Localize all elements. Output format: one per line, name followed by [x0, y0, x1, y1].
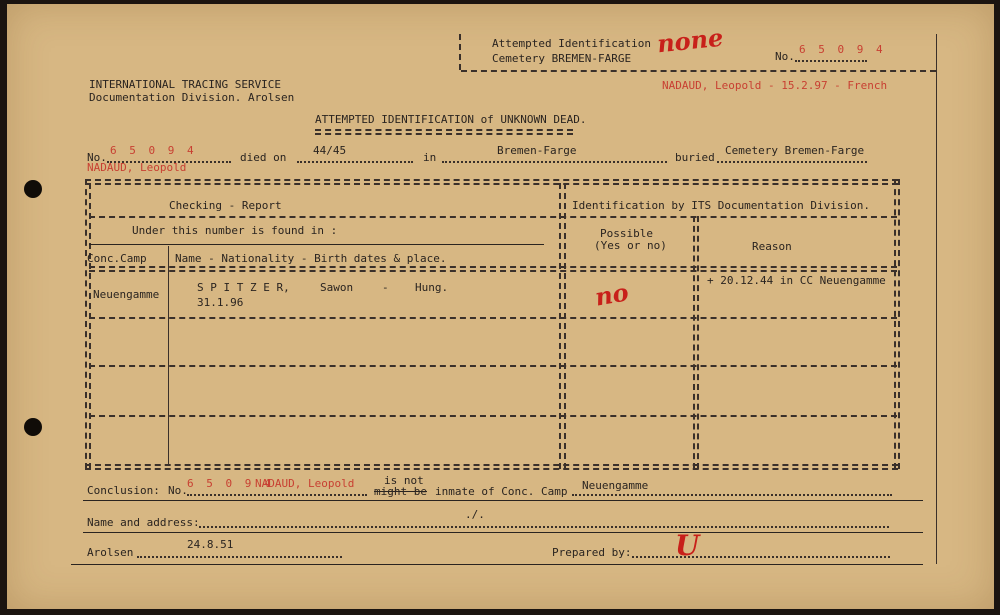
row1-surname: S P I T Z E R, — [197, 281, 290, 294]
table-right-2 — [898, 179, 900, 469]
row1-nationality: Hung. — [415, 281, 449, 294]
identification-header: Identification by ITS Documentation Division. — [572, 199, 871, 212]
record-buried-dots — [717, 161, 867, 163]
handwritten-none: none — [655, 22, 725, 59]
header-attempted-identification: Attempted Identification — [492, 37, 651, 50]
name-address-label: Name and address: — [87, 516, 200, 529]
prepared-by-signature: U — [675, 529, 700, 562]
conclusion-no-dots — [187, 494, 367, 496]
table-subheader-line — [89, 244, 544, 245]
person-line: NADAUD, Leopold - 15.2.97 - French — [662, 79, 888, 92]
prepared-by-label: Prepared by: — [552, 546, 632, 559]
org-division: Documentation Division. Arolsen — [89, 91, 295, 104]
reason-header: Reason — [752, 240, 792, 253]
possible-header: Possible — [600, 227, 653, 240]
header-no-value: 6 5 0 9 4 — [799, 43, 886, 56]
table-colhead-line-1 — [89, 266, 897, 268]
record-buried-label: buried — [675, 151, 715, 164]
index-card — [7, 4, 994, 609]
table-colhead-line-2 — [89, 270, 897, 272]
title-underline-2 — [315, 133, 573, 135]
name-address-dots — [199, 526, 889, 528]
footer-date: 24.8.51 — [187, 538, 234, 551]
record-died-dots — [297, 161, 413, 163]
conclusion-name-red: NADAUD, Leopold — [255, 477, 355, 490]
prepared-by-dots — [632, 556, 890, 558]
name-address-rule — [83, 532, 923, 533]
table-camp-divider — [168, 246, 169, 466]
record-name-red: NADAUD, Leopold — [87, 161, 187, 174]
record-no-value: 6 5 0 9 4 — [110, 144, 197, 157]
table-left-2 — [89, 183, 91, 469]
header-cemetery: Cemetery BREMEN-FARGE — [492, 52, 632, 65]
possible-header-sub: (Yes or no) — [594, 239, 667, 252]
org-name: INTERNATIONAL TRACING SERVICE — [89, 78, 282, 91]
checking-report-header: Checking - Report — [169, 199, 282, 212]
under-number-label: Under this number is found in : — [132, 224, 338, 237]
footer-rule — [71, 564, 923, 565]
row1-possible-handwritten: no — [592, 277, 631, 312]
record-no-label: No. — [87, 151, 107, 164]
conclusion-struck-might-be: might be — [374, 485, 427, 498]
table-bottom-1 — [85, 464, 898, 466]
record-buried-value: Cemetery Bremen-Farge — [725, 144, 865, 157]
header-box-left-border — [459, 34, 461, 70]
table-top-2 — [85, 183, 898, 185]
table-left-1 — [85, 179, 87, 469]
table-row-line-2 — [89, 365, 897, 367]
table-row-line-1 — [89, 317, 897, 319]
row1-firstname: Sawon — [320, 281, 354, 294]
conclusion-rule — [83, 500, 923, 501]
table-reason-divider-1 — [693, 216, 695, 469]
punch-hole-top — [24, 180, 42, 198]
table-header-line — [89, 216, 897, 218]
footer-date-dots — [137, 556, 342, 558]
record-died-value: 44/45 — [313, 144, 347, 157]
table-reason-divider-2 — [697, 216, 699, 469]
record-in-dots — [442, 161, 667, 163]
conclusion-camp-dots — [572, 494, 892, 496]
table-right-1 — [894, 179, 896, 469]
header-no-label: No. — [775, 50, 795, 63]
table-top-1 — [85, 179, 898, 181]
col-name-header: Name - Nationality - Birth dates & place. — [175, 252, 447, 265]
conclusion-no-label: No. — [168, 484, 188, 497]
row1-camp: Neuengamme — [93, 288, 160, 301]
col-camp-header: Conc.Camp — [87, 252, 147, 265]
table-row-line-3 — [89, 415, 897, 417]
table-bottom-2 — [85, 468, 898, 470]
conclusion-is-not: is not — [384, 474, 424, 487]
record-in-label: in — [423, 151, 437, 164]
form-title: ATTEMPTED IDENTIFICATION of UNKNOWN DEAD. — [315, 113, 587, 126]
header-no-dots — [795, 60, 867, 62]
table-mid-1 — [559, 183, 561, 469]
conclusion-no-value: 6 5 0 9 4 — [187, 477, 274, 490]
name-address-value: ./. — [465, 508, 485, 521]
row1-birth: 31.1.96 — [197, 296, 244, 309]
row1-reason: + 20.12.44 in CC Neuengamme — [707, 274, 886, 287]
record-in-value: Bremen-Farge — [497, 144, 577, 157]
row1-dash: - — [382, 281, 389, 294]
title-underline-1 — [315, 129, 573, 131]
conclusion-label: Conclusion: — [87, 484, 160, 497]
header-box-bottom-border — [461, 70, 936, 72]
table-mid-2 — [564, 183, 566, 469]
punch-hole-bottom — [24, 418, 42, 436]
right-border-line — [936, 34, 937, 564]
footer-place: Arolsen — [87, 546, 134, 559]
conclusion-inmate-text: inmate of Conc. Camp — [435, 485, 568, 498]
record-died-label: died on — [240, 151, 287, 164]
conclusion-camp: Neuengamme — [582, 479, 649, 492]
